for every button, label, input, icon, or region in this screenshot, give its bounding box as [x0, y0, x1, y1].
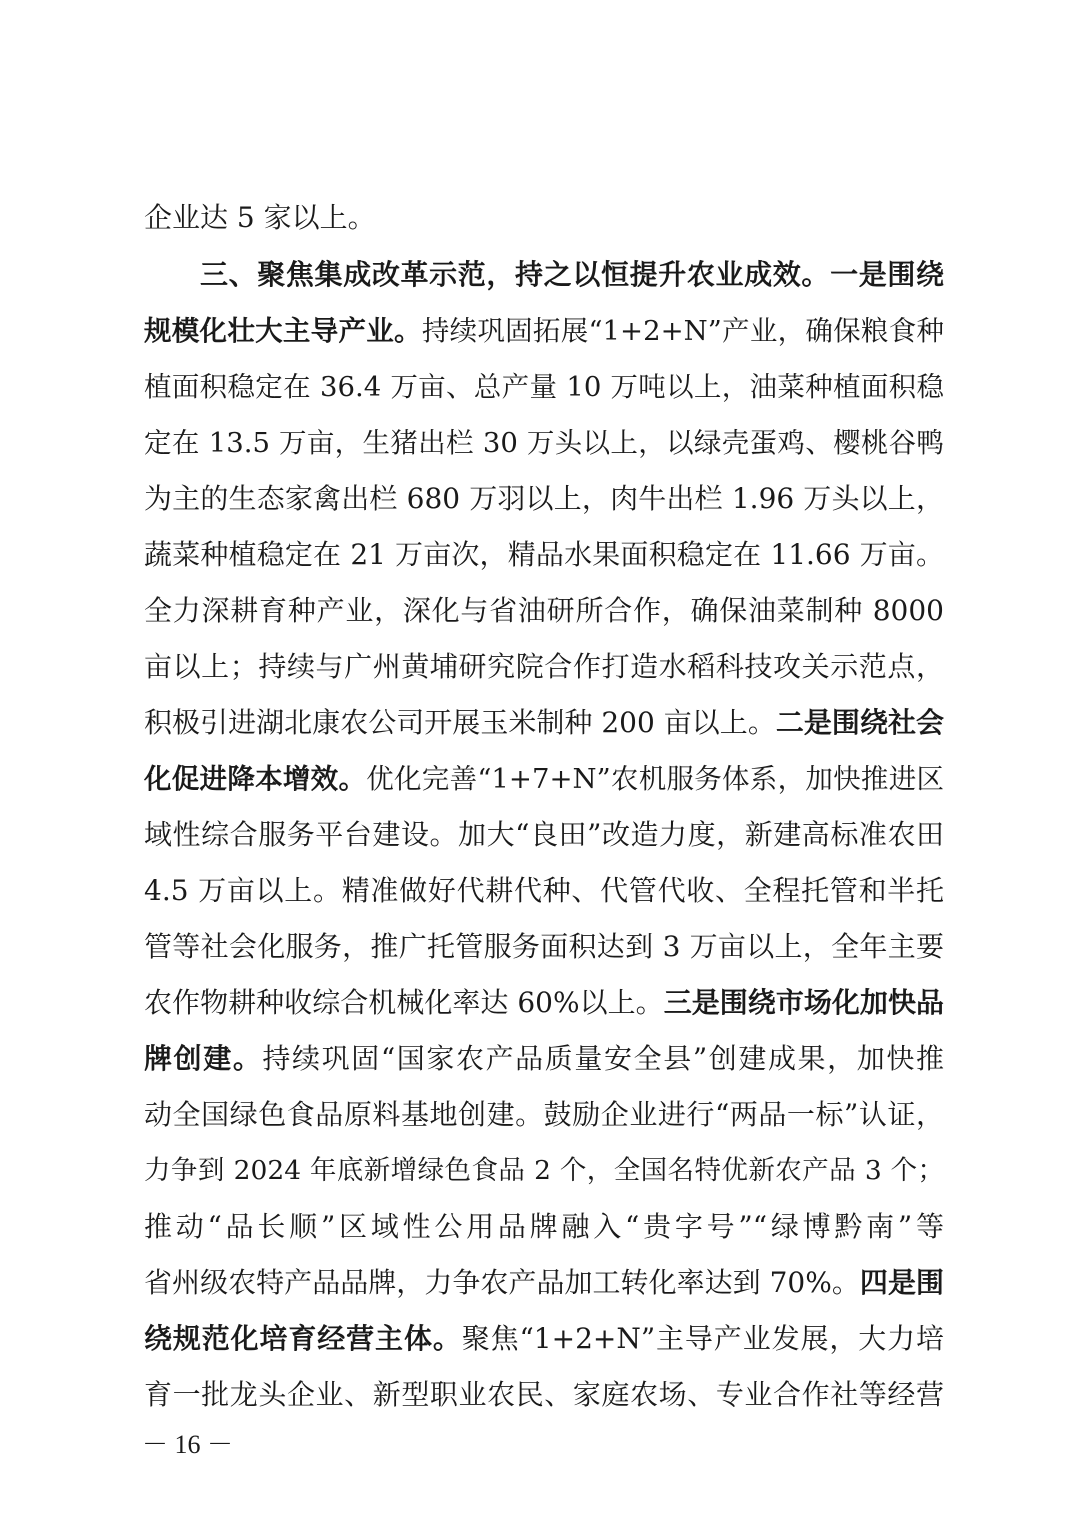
- text-line-14: [144, 927, 944, 967]
- text-run: 域性综合服务平台建设。加大“良田”改造力度，新建高标准农田: [144, 818, 944, 851]
- bold-run: 绕规范化培育经营主体。: [144, 1322, 462, 1355]
- text-line-3: [144, 311, 944, 351]
- text-line-5: [144, 423, 944, 463]
- text-run: 育一批龙头企业、新型职业农民、家庭农场、专业合作社等经营: [144, 1378, 944, 1411]
- text-line-13: [144, 871, 944, 911]
- text-run: 企业达 5 家以上。: [144, 201, 376, 234]
- text-run: 积极引进湖北康农公司开展玉米制种 200 亩以上。: [144, 706, 776, 739]
- text-line-9: [144, 647, 944, 687]
- bold-run: 规模化壮大主导产业。: [144, 315, 422, 347]
- text-line-18: [144, 1151, 944, 1191]
- page-number: － 16 －: [142, 1430, 234, 1459]
- text-line-22: [144, 1375, 944, 1415]
- text-line-7: [144, 535, 944, 575]
- text-run: 推动“品长顺”区域性公用品牌融入“贵字号”“绿博黔南”等: [144, 1210, 944, 1243]
- text-run: 定在 13.5 万亩，生猪出栏 30 万头以上，以绿壳蛋鸡、樱桃谷鸭: [144, 427, 944, 459]
- text-run: 动全国绿色食品原料基地创建。鼓励企业进行“两品一标”认证，: [144, 1098, 944, 1131]
- text-line-17: [144, 1095, 944, 1135]
- bold-run: 化促进降本增效。: [144, 763, 367, 795]
- text-run: 蔬菜种植稳定在 21 万亩次，精品水果面积稳定在 11.66 万亩。: [144, 538, 944, 571]
- text-line-1: [144, 198, 944, 238]
- text-run: 管等社会化服务，推广托管服务面积达到 3 万亩以上，全年主要: [144, 930, 944, 963]
- text-line-6: [144, 479, 944, 519]
- text-run: 全力深耕育种产业，深化与省油研所合作，确保油菜制种 8000: [144, 594, 944, 627]
- text-line-10: [144, 703, 944, 743]
- text-line-15: [144, 983, 944, 1023]
- text-line-8: [144, 591, 944, 631]
- bold-run: 二是围绕社会: [775, 706, 944, 739]
- bold-run: 牌创建。: [144, 1042, 263, 1075]
- section-heading-line: [200, 255, 944, 295]
- text-line-11: [144, 759, 944, 799]
- text-line-19: [144, 1207, 944, 1247]
- text-run: 省州级农特产品品牌，力争农产品加工转化率达到 70%。: [144, 1266, 860, 1299]
- bold-run: 四是围: [859, 1266, 944, 1299]
- text-line-20: [144, 1263, 944, 1303]
- text-line-4: [144, 367, 944, 407]
- text-run: 农作物耕种收综合机械化率达 60%以上。: [144, 986, 664, 1019]
- text-line-12: [144, 815, 944, 855]
- text-run: 为主的生态家禽出栏 680 万羽以上，肉牛出栏 1.96 万头以上，: [144, 482, 944, 515]
- text-run: 优化完善“1+7+N”农机服务体系，加快推进区: [366, 763, 944, 795]
- text-run: 亩以上；持续与广州黄埔研究院合作打造水稻科技攻关示范点，: [144, 650, 944, 683]
- text-line-16: [144, 1039, 944, 1079]
- bold-run: 三是围绕市场化加快品: [663, 986, 944, 1019]
- text-line-21: [144, 1319, 944, 1359]
- text-run: 4.5 万亩以上。精准做好代耕代种、代管代收、全程托管和半托: [144, 874, 944, 907]
- text-run: 聚焦“1+2+N”主导产业发展，大力培: [461, 1322, 944, 1355]
- text-run: 持续巩固拓展“1+2+N”产业，确保粮食种: [421, 315, 944, 347]
- text-run: 持续巩固“国家农产品质量安全县”创建成果，加快推: [262, 1042, 944, 1075]
- text-run: 力争到 2024 年底新增绿色食品 2 个，全国名特优新农产品 3 个；: [144, 1155, 944, 1186]
- text-run: 植面积稳定在 36.4 万亩、总产量 10 万吨以上，油菜种植面积稳: [144, 371, 944, 403]
- section-heading: 三、聚焦集成改革示范，持之以恒提升农业成效。一是围绕: [200, 258, 944, 291]
